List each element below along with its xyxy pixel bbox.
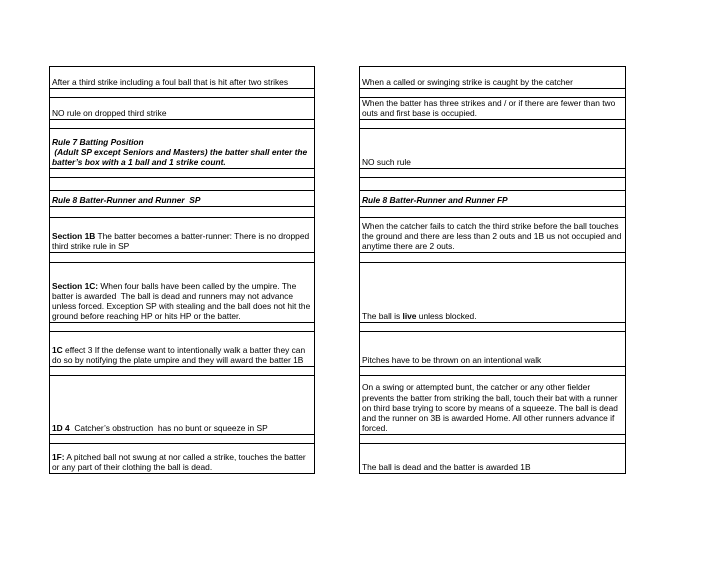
sp-rule-cell [50,98,315,120]
cell-text: unless blocked. [416,311,477,322]
fp-rule-cell [360,263,626,323]
cell-text: When the catcher fails to catch the third strike before the ball touches the ground and there are less than 2 outs and 1B us not occupied and anytime there are 2 outs. [362,220,624,252]
table-row [50,218,626,253]
cell-text: Pitches have to be thrown on an intentional walk [362,355,542,366]
cell-text: Catcher’s obstruction has no bunt or squeeze in SP [69,423,268,434]
cell-text: The batter becomes a batter-runner: There is no dropped third strike rule in SP [52,231,312,252]
column-gap [315,67,360,89]
sp-rule-cell [50,323,315,332]
sp-rule-cell [50,207,315,218]
column-gap [315,129,360,169]
table-row [50,207,626,218]
table-row [50,129,626,169]
table-row [50,376,626,435]
fp-rule-cell [360,218,626,253]
column-gap [315,191,360,207]
cell-text: NO rule on dropped third strike [52,108,167,119]
fp-rule-cell [360,323,626,332]
table-row [50,332,626,367]
cell-text: On a swing or attempted bunt, the catcher or any other fielder prevents the batter from striking the ball, touch their bat with a runner on third base trying to score by means of a squeeze. The ball is dead and the runner on 3B is awarded Home. All other runners advance if forced. [362,382,621,434]
sp-rule-cell [50,435,315,444]
column-gap [315,169,360,178]
fp-rule-cell [360,376,626,435]
cell-text: When a called or swinging strike is caught by the catcher [362,76,573,87]
sp-rule-cell [50,218,315,253]
table-row [50,263,626,323]
fp-rule-cell [360,444,626,474]
column-gap [315,263,360,323]
table-row [50,191,626,207]
fp-rule-cell [360,332,626,367]
cell-text: A pitched ball not swung at nor called a strike, touches the batter or any part of their clothing the ball is dead. [52,452,309,473]
table-row [50,253,626,263]
fp-rule-cell [360,67,626,89]
sp-rule-cell [50,263,315,323]
sp-rule-cell [50,444,315,474]
column-gap [315,435,360,444]
cell-text: Rule 7 Batting Position (Adult SP except Seniors and Masters) the batter shall enter the batter’s box with a 1 ball and 1 strike count. [52,136,308,168]
cell-text: 1F: [52,452,65,462]
column-gap [315,207,360,218]
sp-rule-cell [50,120,315,129]
sp-rule-cell [50,89,315,98]
column-gap [315,376,360,435]
sp-rule-cell [50,129,315,169]
cell-text: When the batter has three strikes and / or if there are fewer than two outs and first base is occupied. [362,98,618,119]
fp-rule-cell [360,169,626,178]
table-row [50,169,626,178]
sp-rule-cell [50,332,315,367]
fp-rule-cell [360,89,626,98]
cell-text: Section 1C: [52,280,99,291]
column-gap [315,444,360,474]
table-row [50,323,626,332]
cell-text: NO such rule [362,157,411,168]
sp-rule-cell [50,253,315,263]
comparison-table [49,66,626,474]
column-gap [315,120,360,129]
cell-text: Section 1B [52,231,96,241]
column-gap [315,218,360,253]
fp-rule-cell [360,191,626,207]
column-gap [315,367,360,376]
column-gap [315,332,360,367]
sp-rule-cell [50,169,315,178]
cell-text: The ball is [362,311,403,322]
fp-rule-cell [360,178,626,191]
table-row [50,178,626,191]
fp-rule-cell [360,435,626,444]
sp-rule-cell [50,178,315,191]
fp-rule-cell [360,120,626,129]
table-row [50,367,626,376]
fp-rule-cell [360,129,626,169]
table-row [50,67,626,89]
table-row [50,435,626,444]
column-gap [315,323,360,332]
fp-rule-cell [360,253,626,263]
cell-text: effect 3 If the defense want to intentionally walk a batter they can do so by notifying the plate umpire and they will award the batter 1B [52,345,308,366]
sp-rule-cell [50,367,315,376]
fp-rule-cell [360,367,626,376]
cell-text: 1D 4 [52,423,70,434]
fp-rule-cell [360,98,626,120]
column-gap [315,98,360,120]
sp-rule-cell [50,376,315,435]
column-gap [315,178,360,191]
cell-text: Rule 8 Batter-Runner and Runner SP [52,195,201,206]
cell-text: After a third strike including a foul ball that is hit after two strikes [52,76,289,87]
cell-text: The ball is dead and the batter is awarded 1B [362,462,531,473]
table-body [50,67,626,474]
table-row [50,89,626,98]
fp-rule-cell [360,207,626,218]
column-gap [315,253,360,263]
cell-text: When four balls have been called by the umpire. The batter is awarded The ball is dead and runners may not advance unless forced. Exception SP with stealing and the ball does not hit the ground before reaching HP or hits HP or the batter. [52,280,313,322]
column-gap [315,89,360,98]
cell-text: live [402,311,417,322]
cell-text: 1C [52,345,63,355]
table-row [50,120,626,129]
sp-rule-cell [50,191,315,207]
table-row [50,444,626,474]
cell-text: Rule 8 Batter-Runner and Runner FP [362,195,508,206]
table-row [50,98,626,120]
sp-rule-cell [50,67,315,89]
